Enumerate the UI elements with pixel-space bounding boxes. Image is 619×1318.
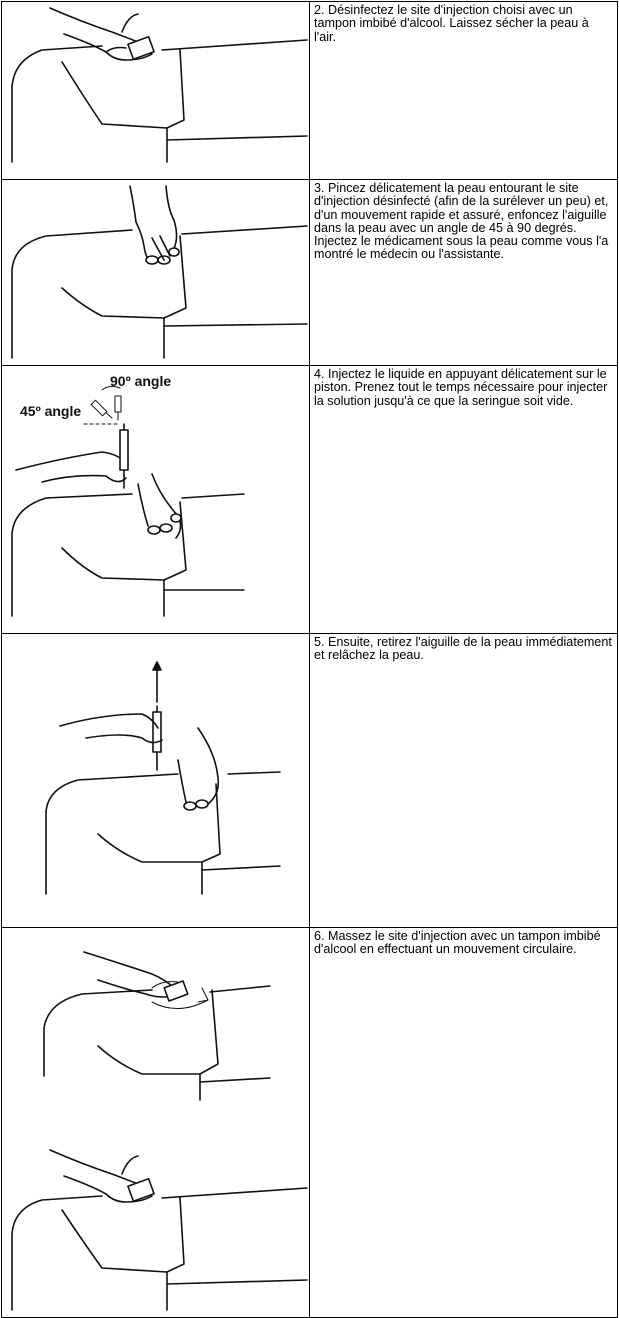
syringe-withdraw-icon: [2, 634, 309, 926]
step-6-text-cell: [310, 928, 618, 1318]
step-2-text-cell: [310, 2, 618, 180]
angle-45-label: 45º angle: [20, 403, 82, 419]
step-5-text-cell: [310, 634, 618, 928]
instructions-table: [1, 1, 618, 1318]
step-3-text-cell: [310, 180, 618, 366]
step-row-5: [2, 634, 618, 928]
step-4-illustration: [2, 366, 310, 634]
step-row-3: [2, 180, 618, 366]
step-row-6: [2, 928, 618, 1318]
circular-massage-icon: [2, 928, 309, 1316]
step-4-text-cell: [310, 366, 618, 634]
step-row-2: [2, 2, 618, 180]
hand-pinch-thigh-icon: [2, 180, 309, 364]
step-5-illustration: [2, 634, 310, 928]
step-6-text: 6. Massez le site d'injection avec un tampon imbibé d'alcool en effectuant un mouvement circulaire.: [314, 929, 601, 957]
step-3-text: 3. Pincez délicatement la peau entourant le site d'injection désinfecté (afin de la surélever un peu) et, d'un mouvement rapide et assuré, enfoncez l'aiguille dans la peau avec un angle de 45 à 90 degrés. Injectez le médicament sous la peau comme vous l'a montré le médecin ou l'assistante.: [314, 181, 609, 262]
step-6-illustration: [2, 928, 310, 1318]
step-5-text: 5. Ensuite, retirez l'aiguille de la peau immédiatement et relâchez la peau.: [314, 635, 612, 663]
step-4-text: 4. Injectez le liquide en appuyant délicatement sur le piston. Prenez tout le temps nécessaire pour injecter la solution jusqu'à ce que la seringue soit vide.: [314, 367, 608, 408]
step-2-illustration: [2, 2, 310, 180]
step-3-illustration: [2, 180, 310, 366]
step-2-text: 2. Désinfectez le site d'injection choisi avec un tampon imbibé d'alcool. Laissez sécher la peau à l'air.: [314, 3, 589, 44]
angle-90-label: 90º angle: [110, 373, 172, 389]
hand-swab-knee-icon: [2, 2, 309, 178]
syringe-injection-icon: [2, 366, 309, 632]
step-row-4: [2, 366, 618, 634]
